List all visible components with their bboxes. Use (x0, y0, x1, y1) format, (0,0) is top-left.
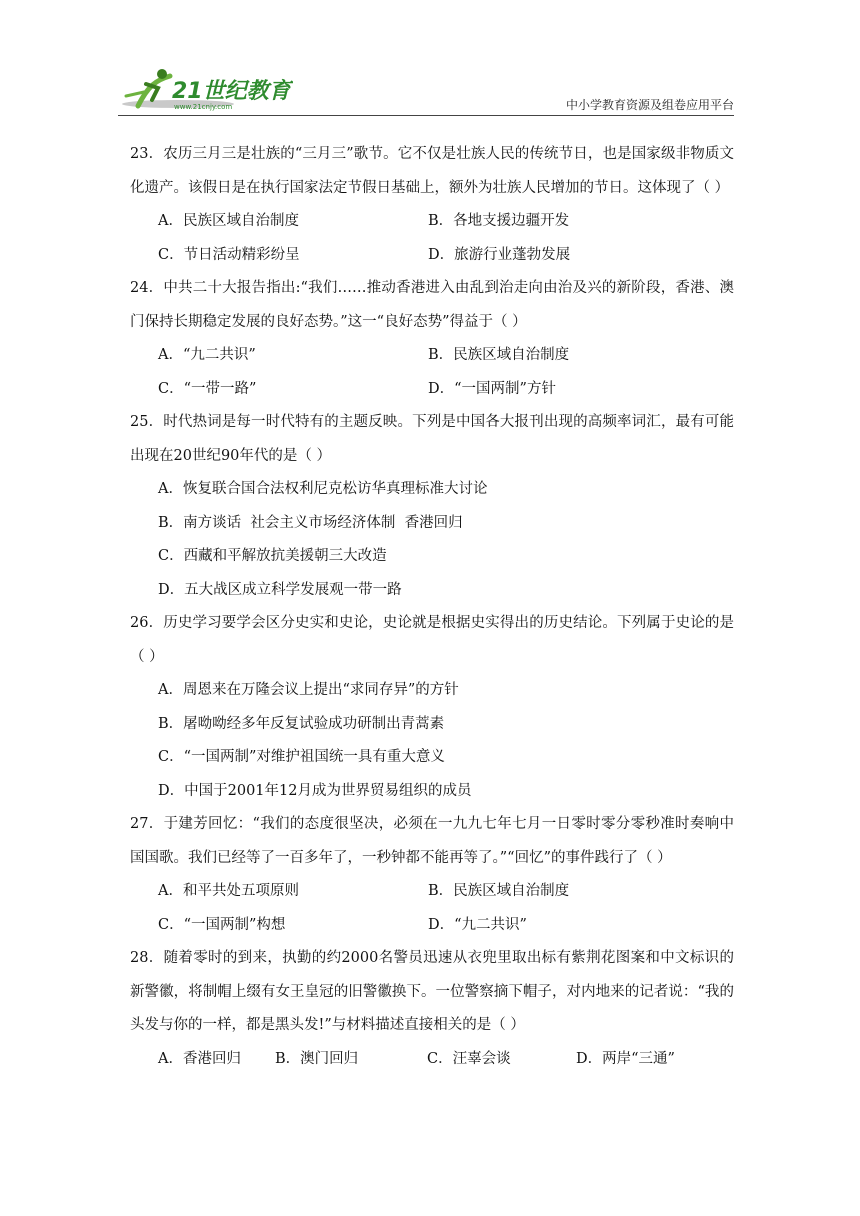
question-23 (130, 138, 734, 272)
option-a[interactable]: A．香港回归 (158, 1050, 241, 1067)
option-a[interactable]: A．和平共处五项原则 (158, 883, 299, 899)
question-stem: 25．时代热词是每一时代特有的主题反映。下列是中国各大报刊出现的高频率词汇，最有可能出现在20世纪90年代的是（ ） (130, 414, 734, 464)
option-d[interactable]: D．五大战区成立科学发展观一带一路 (158, 581, 402, 598)
option-d[interactable]: D．“九二共识” (428, 916, 527, 933)
question-stem: 24．中共二十大报告指出:“我们……推动香港进入由乱到治走向由治及兴的新阶段，香港、澳门保持长期稳定发展的良好态势。”这一“良好态势”得益于（ ） (130, 280, 734, 330)
option-d[interactable]: D．两岸“三通” (576, 1050, 675, 1067)
question-24 (130, 272, 734, 406)
21cnjy-logo (118, 66, 293, 112)
option-b[interactable]: B．屠呦呦经多年反复试验成功研制出青蒿素 (158, 715, 445, 732)
header-divider (118, 115, 734, 116)
option-a[interactable]: A．“九二共识” (158, 347, 256, 363)
option-c[interactable]: C．“一国两制”对维护祖国统一具有重大意义 (158, 749, 445, 765)
question-stem: 27．于建芳回忆：“我们的态度很坚决，必须在一九九七年七月一日零时零分零秒准时奏响中国国歌。我们已经等了一百多年了，一秒钟都不能再等了。”“回忆”的事件践行了（ ） (130, 816, 734, 866)
option-c[interactable]: C．汪辜会谈 (427, 1050, 511, 1067)
option-c[interactable]: C．“一带一路” (158, 380, 257, 397)
question-27 (130, 808, 734, 942)
question-28 (130, 942, 734, 1076)
option-a[interactable]: A．周恩来在万隆会议上提出“求同存异”的方针 (158, 682, 459, 698)
option-b[interactable]: B．民族区域自治制度 (428, 883, 570, 899)
option-b[interactable]: B．南方谈话 社会主义市场经济体制 香港回归 (158, 514, 463, 531)
option-a[interactable]: A．恢复联合国合法权利尼克松访华真理标准大讨论 (158, 481, 488, 497)
option-d[interactable]: D．“一国两制”方针 (428, 380, 556, 397)
option-c[interactable]: C．节日活动精彩纷呈 (158, 246, 300, 263)
option-c[interactable]: C．“一国两制”构想 (158, 916, 286, 933)
question-26 (130, 607, 734, 808)
option-d[interactable]: D．旅游行业蓬勃发展 (428, 246, 571, 263)
option-a[interactable]: A．民族区域自治制度 (158, 213, 299, 229)
option-c[interactable]: C．西藏和平解放抗美援朝三大改造 (158, 548, 387, 564)
question-stem: 26．历史学习要学会区分史实和史论，史论就是根据史实得出的历史结论。下列属于史论的是（ ） (130, 615, 734, 665)
svg-text:www.21cnjy.com: www.21cnjy.com (174, 103, 233, 111)
platform-name: 中小学教育资源及组卷应用平台 (565, 98, 734, 112)
question-list (130, 138, 734, 1076)
option-b[interactable]: B．各地支援边疆开发 (428, 213, 570, 229)
question-stem: 23．农历三月三是壮族的“三月三”歌节。它不仅是壮族人民的传统节日，也是国家级非物质文化遗产。该假日是在执行国家法定节假日基础上，额外为壮族人民增加的节日。这体现了（ ） (130, 146, 734, 196)
option-b[interactable]: B．民族区域自治制度 (428, 347, 570, 363)
page-header (118, 66, 734, 118)
svg-text:21世纪教育: 21世纪教育 (172, 79, 291, 104)
question-25 (130, 406, 734, 607)
option-d[interactable]: D．中国于2001年12月成为世界贸易组织的成员 (158, 782, 472, 799)
question-stem: 28．随着零时的到来，执勤的约2000名警员迅速从衣兜里取出标有紫荆花图案和中文标识的新警徽，将制帽上缀有女王皇冠的旧警徽换下。一位警察摘下帽子，对内地来的记者说：“我的头发与你的一样，都是黑头发!”与材料描述直接相关的是（ ） (130, 950, 734, 1033)
option-b[interactable]: B．澳门回归 (275, 1050, 359, 1067)
